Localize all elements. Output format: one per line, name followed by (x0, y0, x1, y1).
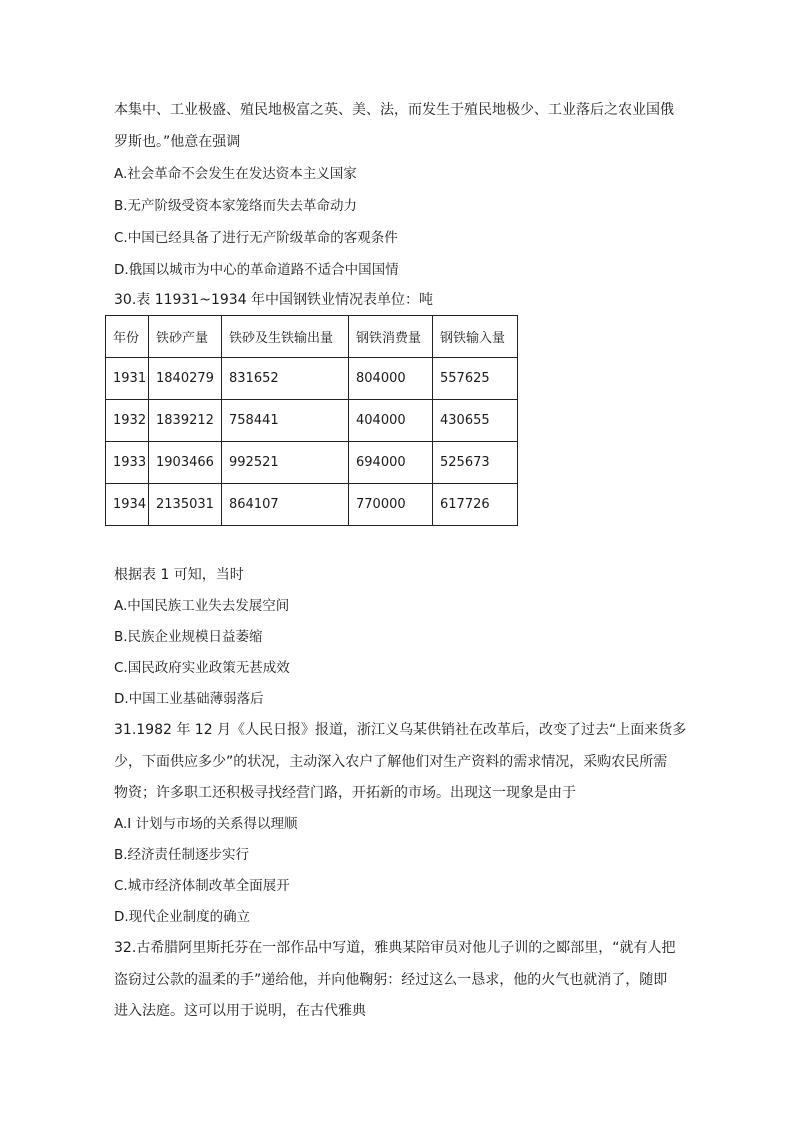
table-cell: 758441 (222, 400, 349, 442)
q32-stem-line-2: 盗窃过公款的温柔的手”递给他，并向他鞠躬：经过这么一恳求，他的火气也就消了，随即 (114, 972, 668, 988)
table-row (106, 484, 518, 526)
q29-stem-line-2: 罗斯也。”他意在强调 (114, 134, 241, 150)
steel-industry-table (105, 315, 518, 526)
q30-table-caption: 30.表 11931~1934 年中国钢铁业情况表单位：吨 (114, 292, 434, 308)
table-cell: 404000 (349, 400, 433, 442)
table-cell: 430655 (433, 400, 518, 442)
table-cell: 2135031 (149, 484, 222, 526)
table-cell: 1933 (106, 442, 149, 484)
q30-option-b: B.民族企业规模日益萎缩 (114, 629, 263, 645)
table-cell: 1839212 (149, 400, 222, 442)
table-row (106, 358, 518, 400)
table-header-row (106, 316, 518, 358)
q31-option-b: B.经济责任制逐步实行 (114, 847, 250, 863)
q31-stem-line-2: 少，下面供应多少”的状况，主动深入农户了解他们对生产资料的需求情况，采购农民所需 (114, 754, 668, 770)
table-cell: 557625 (433, 358, 518, 400)
q29-option-c: C.中国已经具备了进行无产阶级革命的客观条件 (114, 230, 398, 246)
table-cell: 804000 (349, 358, 433, 400)
q31-option-d: D.现代企业制度的确立 (114, 909, 251, 925)
q29-option-b: B.无产阶级受资本家笼络而失去革命动力 (114, 198, 358, 214)
table-header-cell: 钢铁消费量 (349, 316, 433, 358)
table-cell: 864107 (222, 484, 349, 526)
table-cell: 1903466 (149, 442, 222, 484)
q30-stem: 根据表 1 可知，当时 (114, 567, 244, 583)
table-cell: 1931 (106, 358, 149, 400)
q30-option-a: A.中国民族工业失去发展空间 (114, 598, 290, 614)
q30-option-d: D.中国工业基础薄弱落后 (114, 691, 264, 707)
table-cell: 617726 (433, 484, 518, 526)
q30-option-c: C.国民政府实业政策无甚成效 (114, 660, 290, 676)
q31-option-a: A.I 计划与市场的关系得以理顺 (114, 816, 298, 832)
table-row (106, 400, 518, 442)
q31-option-c: C.城市经济体制改革全面展开 (114, 878, 290, 894)
q32-stem-line-3: 进入法庭。这可以用于说明，在古代雅典 (114, 1003, 366, 1019)
table-cell: 831652 (222, 358, 349, 400)
table-header-cell: 钢铁输入量 (433, 316, 518, 358)
q29-option-d: D.俄国以城市为中心的革命道路不适合中国国情 (114, 262, 399, 278)
table-header-cell: 年份 (106, 316, 149, 358)
q29-stem-line-1: 本集中、工业极盛、殖民地极富之英、美、法，而发生于殖民地极少、工业落后之农业国俄 (114, 102, 674, 118)
q31-stem-line-1: 31.1982 年 12 月《人民日报》报道，浙江义乌某供销社在改革后，改变了过去“上面来货多 (114, 722, 687, 738)
q31-stem-line-3: 物资；许多职工还积极寻找经营门路，开拓新的市场。出现这一现象是由于 (114, 785, 576, 801)
table-header-cell: 铁砂及生铁输出量 (222, 316, 349, 358)
table-cell: 525673 (433, 442, 518, 484)
table-cell: 1934 (106, 484, 149, 526)
q29-option-a: A.社会革命不会发生在发达资本主义国家 (114, 166, 357, 182)
table-cell: 1840279 (149, 358, 222, 400)
table-row (106, 442, 518, 484)
table-cell: 770000 (349, 484, 433, 526)
table-cell: 694000 (349, 442, 433, 484)
q32-stem-line-1: 32.古希腊阿里斯托芬在一部作品中写道，雅典某陪审员对他儿子训的之郾部里，“就有人把 (114, 940, 676, 956)
table-cell: 1932 (106, 400, 149, 442)
table-cell: 992521 (222, 442, 349, 484)
table-header-cell: 铁砂产量 (149, 316, 222, 358)
